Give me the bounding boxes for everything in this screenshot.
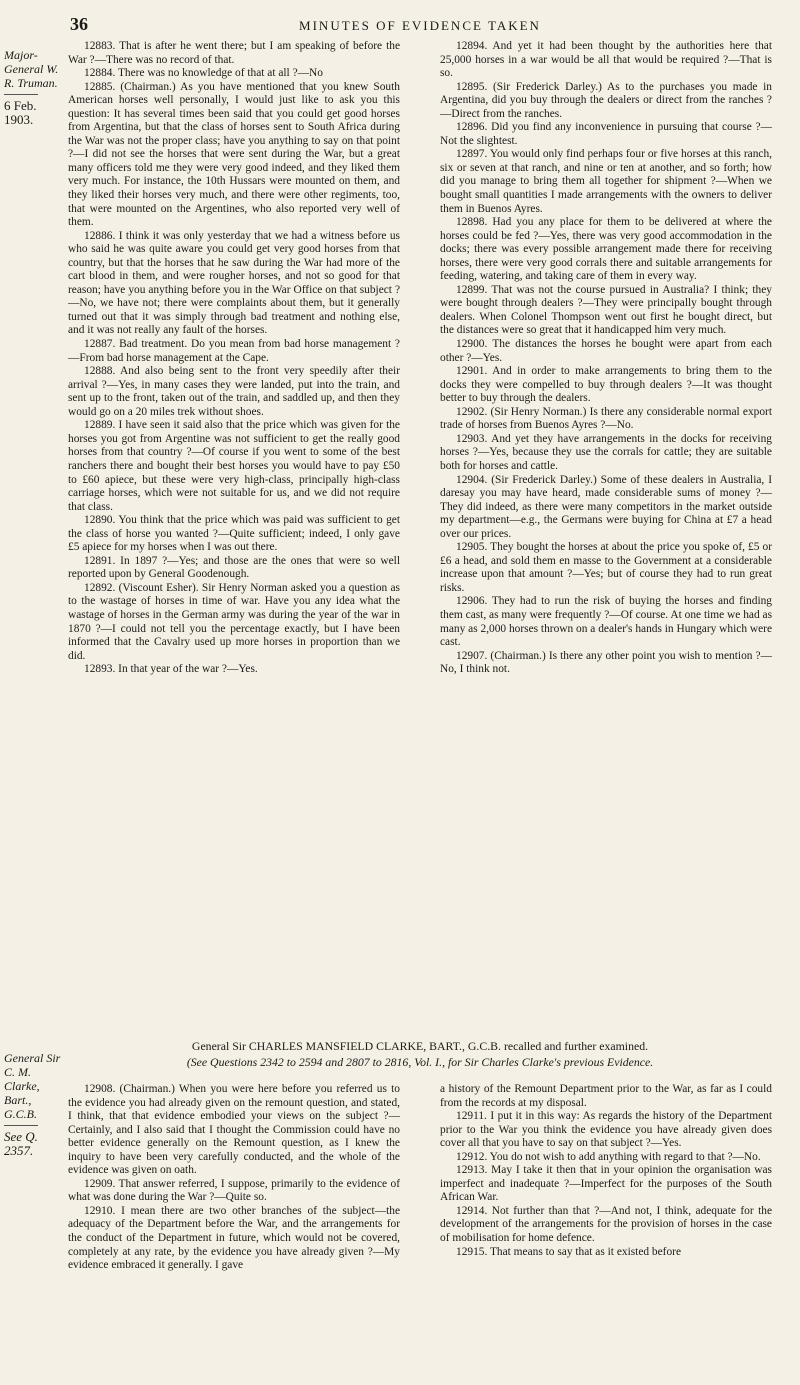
paragraph: 12889. I have seen it said also that the price which was given for the horses you got from Argentine was not sufficient to get the really good horses from that country ?—Of course if you went to some of the best ranchers there and bought their best horses you would have to pay £50 to £60 apiece, but these were very high-class, principally high-class carriage horses, which were not suitable for us, and we did not require that class. [68, 419, 400, 513]
paragraph: 12888. And also being sent to the front very speedily after their arrival ?—Yes, in many cases they were landed, put into the train, and sent up to the front, taken out of the train, and saddled up, and then they would go on a 20 miles trek without shoes. [68, 365, 400, 418]
paragraph: 12891. In 1897 ?—Yes; and those are the ones that were so well reported upon by General Goodenough. [68, 554, 400, 581]
paragraph: 12887. Bad treatment. Do you mean from bad horse management ?—From bad horse management at the Cape. [68, 338, 400, 364]
previous-evidence-reference: (See Questions 2342 to 2594 and 2807 to 2816, Vol. I., for Sir Charles Clarke's previous Evidence. [186, 1055, 654, 1069]
page-number: 36 [70, 14, 88, 34]
paragraph: 12900. The distances the horses he bought were apart from each other ?—Yes. [440, 338, 772, 364]
margin-witness-name: General Sir C. M. Clarke, Bart., G.C.B. [4, 1051, 61, 1121]
paragraph: 12898. Had you any place for them to be delivered at where the horses could be fed ?—Yes, there was very good accommodation in the docks; there was every possible arrangement made there for receiving horses, there were very good corrals there and suitable arrangements for feeding, watering, and taking care of them in every way. [440, 216, 772, 283]
paragraph: 12915. That means to say that as it existed before [456, 1245, 682, 1258]
margin-note-witness-1 [4, 48, 66, 127]
paragraph: 12910. I mean there are two other branches of the subject—the adequacy of the Department before the War, and the arrangements for the conduct of the Department in future, which would not be covered, completely at any rate, by the evidence you have already given ?—My evidence embraced it generally. I gave [68, 1204, 400, 1272]
paragraph: 12899. That was not the course pursued in Australia? I think; they were bought through dealers ?—They were principally bought through dealers. When Colonel Thompson went out first he bought direct, but the distances were so great that it handicapped him very much. [440, 283, 772, 337]
paragraph: 12895. (Sir Frederick Darley.) As to the purchases you made in Argentina, did you buy through the dealers or direct from the ranches ?—Direct from the ranches. [440, 80, 772, 120]
column-right-lower [440, 1083, 772, 1259]
witness-heading [68, 1038, 772, 1070]
paragraph: 12912. You do not wish to add anything with regard to that ?—No. [456, 1150, 761, 1163]
paragraph: 12890. You think that the price which was paid was sufficient to get the class of horse you wanted ?—Quite sufficient; indeed, I only gave £5 apiece for my horses when I was out there. [68, 514, 400, 554]
paragraph: 12896. Did you find any inconvenience in pursuing that course ?—Not the slightest. [440, 121, 772, 147]
margin-cross-reference: See Q. 2357. [4, 1129, 38, 1158]
paragraph: 12894. And yet it had been thought by the authorities here that 25,000 horses in a war would be all that would be required ?—That is so. [440, 40, 772, 80]
paragraph: 12909. That answer referred, I suppose, primarily to the evidence of what was done during the War ?—Quite so. [68, 1177, 400, 1204]
column-right [440, 40, 772, 677]
paragraph: 12914. Not further than that ?—And not, I think, adequate for the development of the arrangements for the provision of horses in the case of mobilisation for home defence. [440, 1204, 772, 1245]
paragraph: 12908. (Chairman.) When you were here before you referred us to the evidence you had already given on the remount question, and stated, I think, that that evidence embodied your views on the subject ?—Certainly, and I also said that I thought the Commission could have no better evidence generally on the Remount question, as I knew the inquiry to have been very carefully conducted, and the whole of the evidence was given on oath. [68, 1083, 400, 1177]
paragraph: 12897. You would only find perhaps four or five horses at this ranch, six or seven at that ranch, and nine or ten at another, and so forth; how did you manage to bring them all together for shipment ?—When we bought small quantities I made arrangements with the owners to deliver them in Buenos Ayres. [440, 148, 772, 215]
page-header [60, 14, 780, 36]
margin-note-witness-2 [4, 1051, 66, 1158]
margin-rule [4, 1125, 38, 1126]
paragraph: 12883. That is after he went there; but I am speaking of before the War ?—There was no record of that. [68, 40, 400, 66]
column-left [68, 40, 400, 677]
paragraph: 12907. (Chairman.) Is there any other point you wish to mention ?—No, I think not. [440, 649, 772, 676]
witness-recalled-line: General Sir CHARLES MANSFIELD CLARKE, BART., G.C.B. recalled and further examined. [191, 1039, 649, 1053]
paragraph: 12906. They had to run the risk of buying the horses and finding them cast, as many were frequently ?—Of course. At one time we had as many as 2,000 horses thrown on a dealer's hands in Hungary which were cast. [440, 595, 772, 649]
paragraph: 12902. (Sir Henry Norman.) Is there any considerable normal export trade of horses from Buenos Ayres ?—No. [440, 405, 772, 432]
paragraph: 12913. May I take it then that in your opinion the organisation was imperfect and inadequate ?—Imperfect for the purposes of the South African War. [440, 1164, 772, 1204]
paragraph: 12885. (Chairman.) As you have mentioned that you knew South American horses well personally, I would just like to ask you this question: It has several times been said that you could get good horses from Argentina, but that the class of horses sent to South Africa during the War was not the proper class; have you anything to say on that point ?—I did not see the horses that were sent during the War, but a great many officers told me they were very good indeed, and they liked them very much. For instance, the 10th Hussars were mounted on them, and they liked their horses very much, and there were other regiments, too, that were mounted on the Argentines, who also reported very well of them. [68, 80, 400, 229]
paragraph: 12911. I put it in this way: As regards the history of the Department prior to the War you think the evidence you have already given does cover all that you have to say on that subject ?—Yes. [440, 1110, 772, 1150]
paragraph: 12884. There was no knowledge of that at all ?—No [84, 67, 323, 80]
paragraph: 12903. And yet they have arrangements in the docks for receiving horses ?—Yes, because they use the corrals for cattle; they are suitable both for horses and cattle. [440, 432, 772, 472]
paragraph: 12893. In that year of the war ?—Yes. [84, 663, 258, 676]
paragraph: 12892. (Viscount Esher). Sir Henry Norman asked you a question as to the wastage of horses in time of war. Have you any idea what the wastage of horses in the German army was during the year of the war in 1870 ?—I could not tell you the percentage exactly, but I have been informed that the Cavalry used up more horses in proportion than we did. [68, 581, 400, 662]
margin-date: 6 Feb. 1903. [4, 98, 37, 127]
margin-rule [4, 94, 38, 95]
paragraph: 12905. They bought the horses at about the price you spoke of, £5 or £6 a head, and sold them en masse to the Government at a considerable increase upon that amount ?—Yes; but of course they had to run great risks. [440, 541, 772, 594]
paragraph: 12886. I think it was only yesterday that we had a witness before us who said he was quite aware you could get very good horses from that country, but that the horses that he saw during the War had more of the cart blood in them, and were rougher horses, and not so good for that reason; have you anything before you in the War Office on that subject ?—No, we have not; there were complaints about them, but it generally turned out that it was simply through bad treatment and nothing else, and it was not really any fault of the horses. [68, 229, 400, 337]
paragraph: a history of the Remount Department prior to the War, as far as I could from the records at my disposal. [440, 1083, 772, 1109]
column-left-lower [68, 1083, 400, 1273]
running-title: MINUTES OF EVIDENCE TAKEN [299, 18, 541, 33]
paragraph: 12901. And in order to make arrangements to bring them to the docks they were compelled to buy through dealers ?—It was thought better to buy through the dealers. [440, 365, 772, 405]
paragraph: 12904. (Sir Frederick Darley.) Some of these dealers in Australia, I daresay you may have heard, made considerable sums of money ?—They did indeed, as there were many competitors in the market outside my department—e.g., the Germans were buying for China at £7 a head over our prices. [440, 473, 772, 540]
margin-witness-name: Major-General W. R. Truman. [4, 48, 59, 90]
